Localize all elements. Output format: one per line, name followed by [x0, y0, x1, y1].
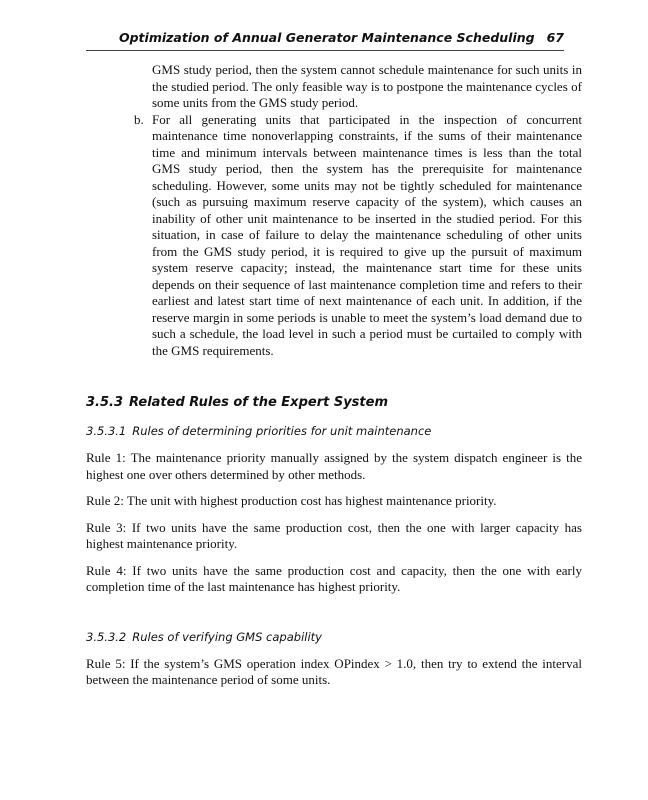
subsection-number: 3.5.3.2	[86, 629, 127, 644]
page-body	[86, 62, 582, 689]
rule-2: Rule 2: The unit with highest production cost has highest maintenance priority.	[86, 493, 497, 508]
subsection-number: 3.5.3.1	[86, 424, 127, 438]
rule-4: Rule 4: If two units have the same production cost and capacity, then the one with early completion time of the last maintenance has highest priority.	[86, 562, 582, 594]
subsection-title: Rules of verifying GMS capability	[132, 629, 322, 644]
rule-5: Rule 5: If the system’s GMS operation index OPindex > 1.0, then try to extend the interval between the maintenance period of some units.	[86, 655, 582, 687]
list-item-text: For all generating units that participated in the inspection of concurrent maintenance time nonoverlapping constraints, if the sums of their maintenance time and minimum intervals between maintenance times is less than the total GMS study period, then the system has the prerequisite for maintenance scheduling. However, some units may not be tightly scheduled for maintenance (such as pursuing maximum reserve capacity of the system), which causes an inability of other unit maintenance to be inserted in the studied period. For this situation, in case of failure to delay the maintenance scheduling of other units from the GMS study period, it is required to give up the pursuit of maximum system reserve capacity; instead, the maintenance start time for these units depends on their sequence of last maintenance completion time and refers to their earliest and latest start time of next maintenance of each unit. In addition, if the reserve margin in some periods is unable to meet the system’s load demand due to such a schedule, the load level in such a period must be curtailed to comply with the GMS requirements.	[152, 111, 582, 358]
continuation-paragraph: GMS study period, then the system cannot schedule maintenance for such units in the studied period. The only feasible way is to postpone the maintenance cycles of some units from the GMS study period.	[152, 62, 582, 110]
subsection-heading	[86, 630, 582, 644]
rule-3: Rule 3: If two units have the same production cost, then the one with larger capacity has highest maintenance priority.	[86, 519, 582, 551]
section-number: 3.5.3	[86, 395, 124, 410]
list-block	[134, 62, 582, 359]
page-number: 67	[546, 30, 564, 45]
subsection-title: Rules of determining priorities for unit maintenance	[132, 424, 432, 438]
running-header	[86, 30, 564, 51]
rule-1: Rule 1: The maintenance priority manually assigned by the system dispatch engineer is the highest one over others determined by other methods.	[86, 450, 582, 482]
section-heading	[86, 395, 582, 410]
list-item-b	[134, 111, 582, 360]
section-title: Related Rules of the Expert System	[129, 395, 388, 410]
list-marker: b.	[134, 111, 144, 127]
subsection-heading	[86, 424, 582, 438]
running-header-title: Optimization of Annual Generator Maintenance Scheduling	[118, 30, 535, 45]
